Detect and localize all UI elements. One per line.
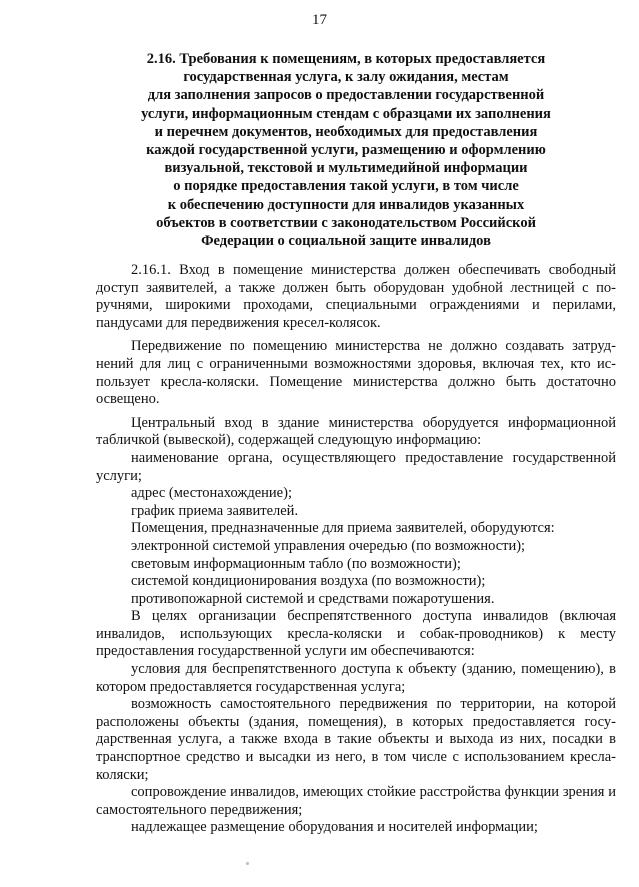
heading-line: к обеспечению доступности для инвалидов указанных [167, 196, 525, 213]
list-item: возможность самостоятельного передвижения по территории, на которой расположены объекты (здания, помещения), в которых предоставляется государственная услуга, а также входа в такие объекты и выхода из них, посадки в транспортное средство и высадки из него, в том числе с использованием кресла-коляски; [96, 696, 616, 783]
paragraph-accessibility-intro: В целях организации беспрепятственного доступа инвалидов (включая инвалидов, использующих кресла-коляски и собак-проводников) к месту предоставления государственной услуги им обеспечиваются: [96, 608, 616, 660]
page-number: 17 [312, 12, 327, 28]
paragraph-entrance-signage: Центральный вход в здание министерства оборудуется информационной табличкой (вывеской), содержащей следующую информацию: [96, 414, 616, 449]
heading-line: и перечнем документов, необходимых для предоставления [154, 123, 538, 140]
section-heading [130, 50, 562, 250]
list-item: сопровождение инвалидов, имеющих стойкие расстройства функции зрения и самостоятельного передвижения; [96, 784, 616, 818]
list-item: надлежащее размещение оборудования и носителей информации; [131, 819, 538, 836]
heading-line: о порядке предоставления такой услуги, в том числе [173, 178, 519, 195]
list-item: световым информационным табло (по возможности); [131, 555, 461, 572]
heading-line: для заполнения запросов о предоставлении государственной [147, 87, 545, 104]
heading-line: объектов в соответствии с законодательством Российской [156, 214, 536, 231]
heading-line: 2.16. Требования к помещениям, в которых предоставляется [146, 51, 546, 67]
body-text [96, 262, 616, 837]
list-item: график приема заявителей. [131, 502, 299, 519]
paragraph-entrance-requirements: 2.16.1. Вход в помещение министерства должен обеспечивать свободный доступ заявителей, а также должен быть оборудован удобной лестницей с поручнями, широкими проходами, специальными ограждениями и перилами, пандусами для передвижения кресел-колясок. [96, 262, 616, 331]
heading-line: услуги, информационным стендам с образцами их заполнения [141, 105, 551, 122]
heading-line: каждой государственной услуги, размещению и оформлению [146, 142, 546, 159]
paragraph-reception-rooms: Помещения, предназначенные для приема заявителей, оборудуются: [131, 520, 555, 537]
scan-artifact [246, 862, 249, 865]
list-item: условия для беспрепятственного доступа к объекту (зданию, помещению), в котором предоставляется государственная услуга; [96, 661, 616, 695]
paragraph-movement-inside: Передвижение по помещению министерства не должно создавать затруднений для лиц с ограниченными возможностями здоровья, включая тех, кто использует кресла-коляски. Помещение министерства должно быть достаточно освещено. [96, 338, 616, 408]
list-item: системой кондиционирования воздуха (по возможности); [131, 573, 486, 590]
heading-line: визуальной, текстовой и мультимедийной информации [164, 160, 528, 177]
heading-line: государственная услуга, к залу ожидания, местам [183, 69, 509, 86]
list-item: адрес (местонахождение); [131, 485, 292, 502]
list-item: наименование органа, осуществляющего предоставление государственной услуги; [96, 449, 616, 484]
list-item: электронной системой управления очередью (по возможности); [131, 537, 526, 554]
list-item: противопожарной системой и средствами пожаротушения. [131, 590, 495, 607]
heading-line: Федерации о социальной защите инвалидов [201, 233, 491, 250]
